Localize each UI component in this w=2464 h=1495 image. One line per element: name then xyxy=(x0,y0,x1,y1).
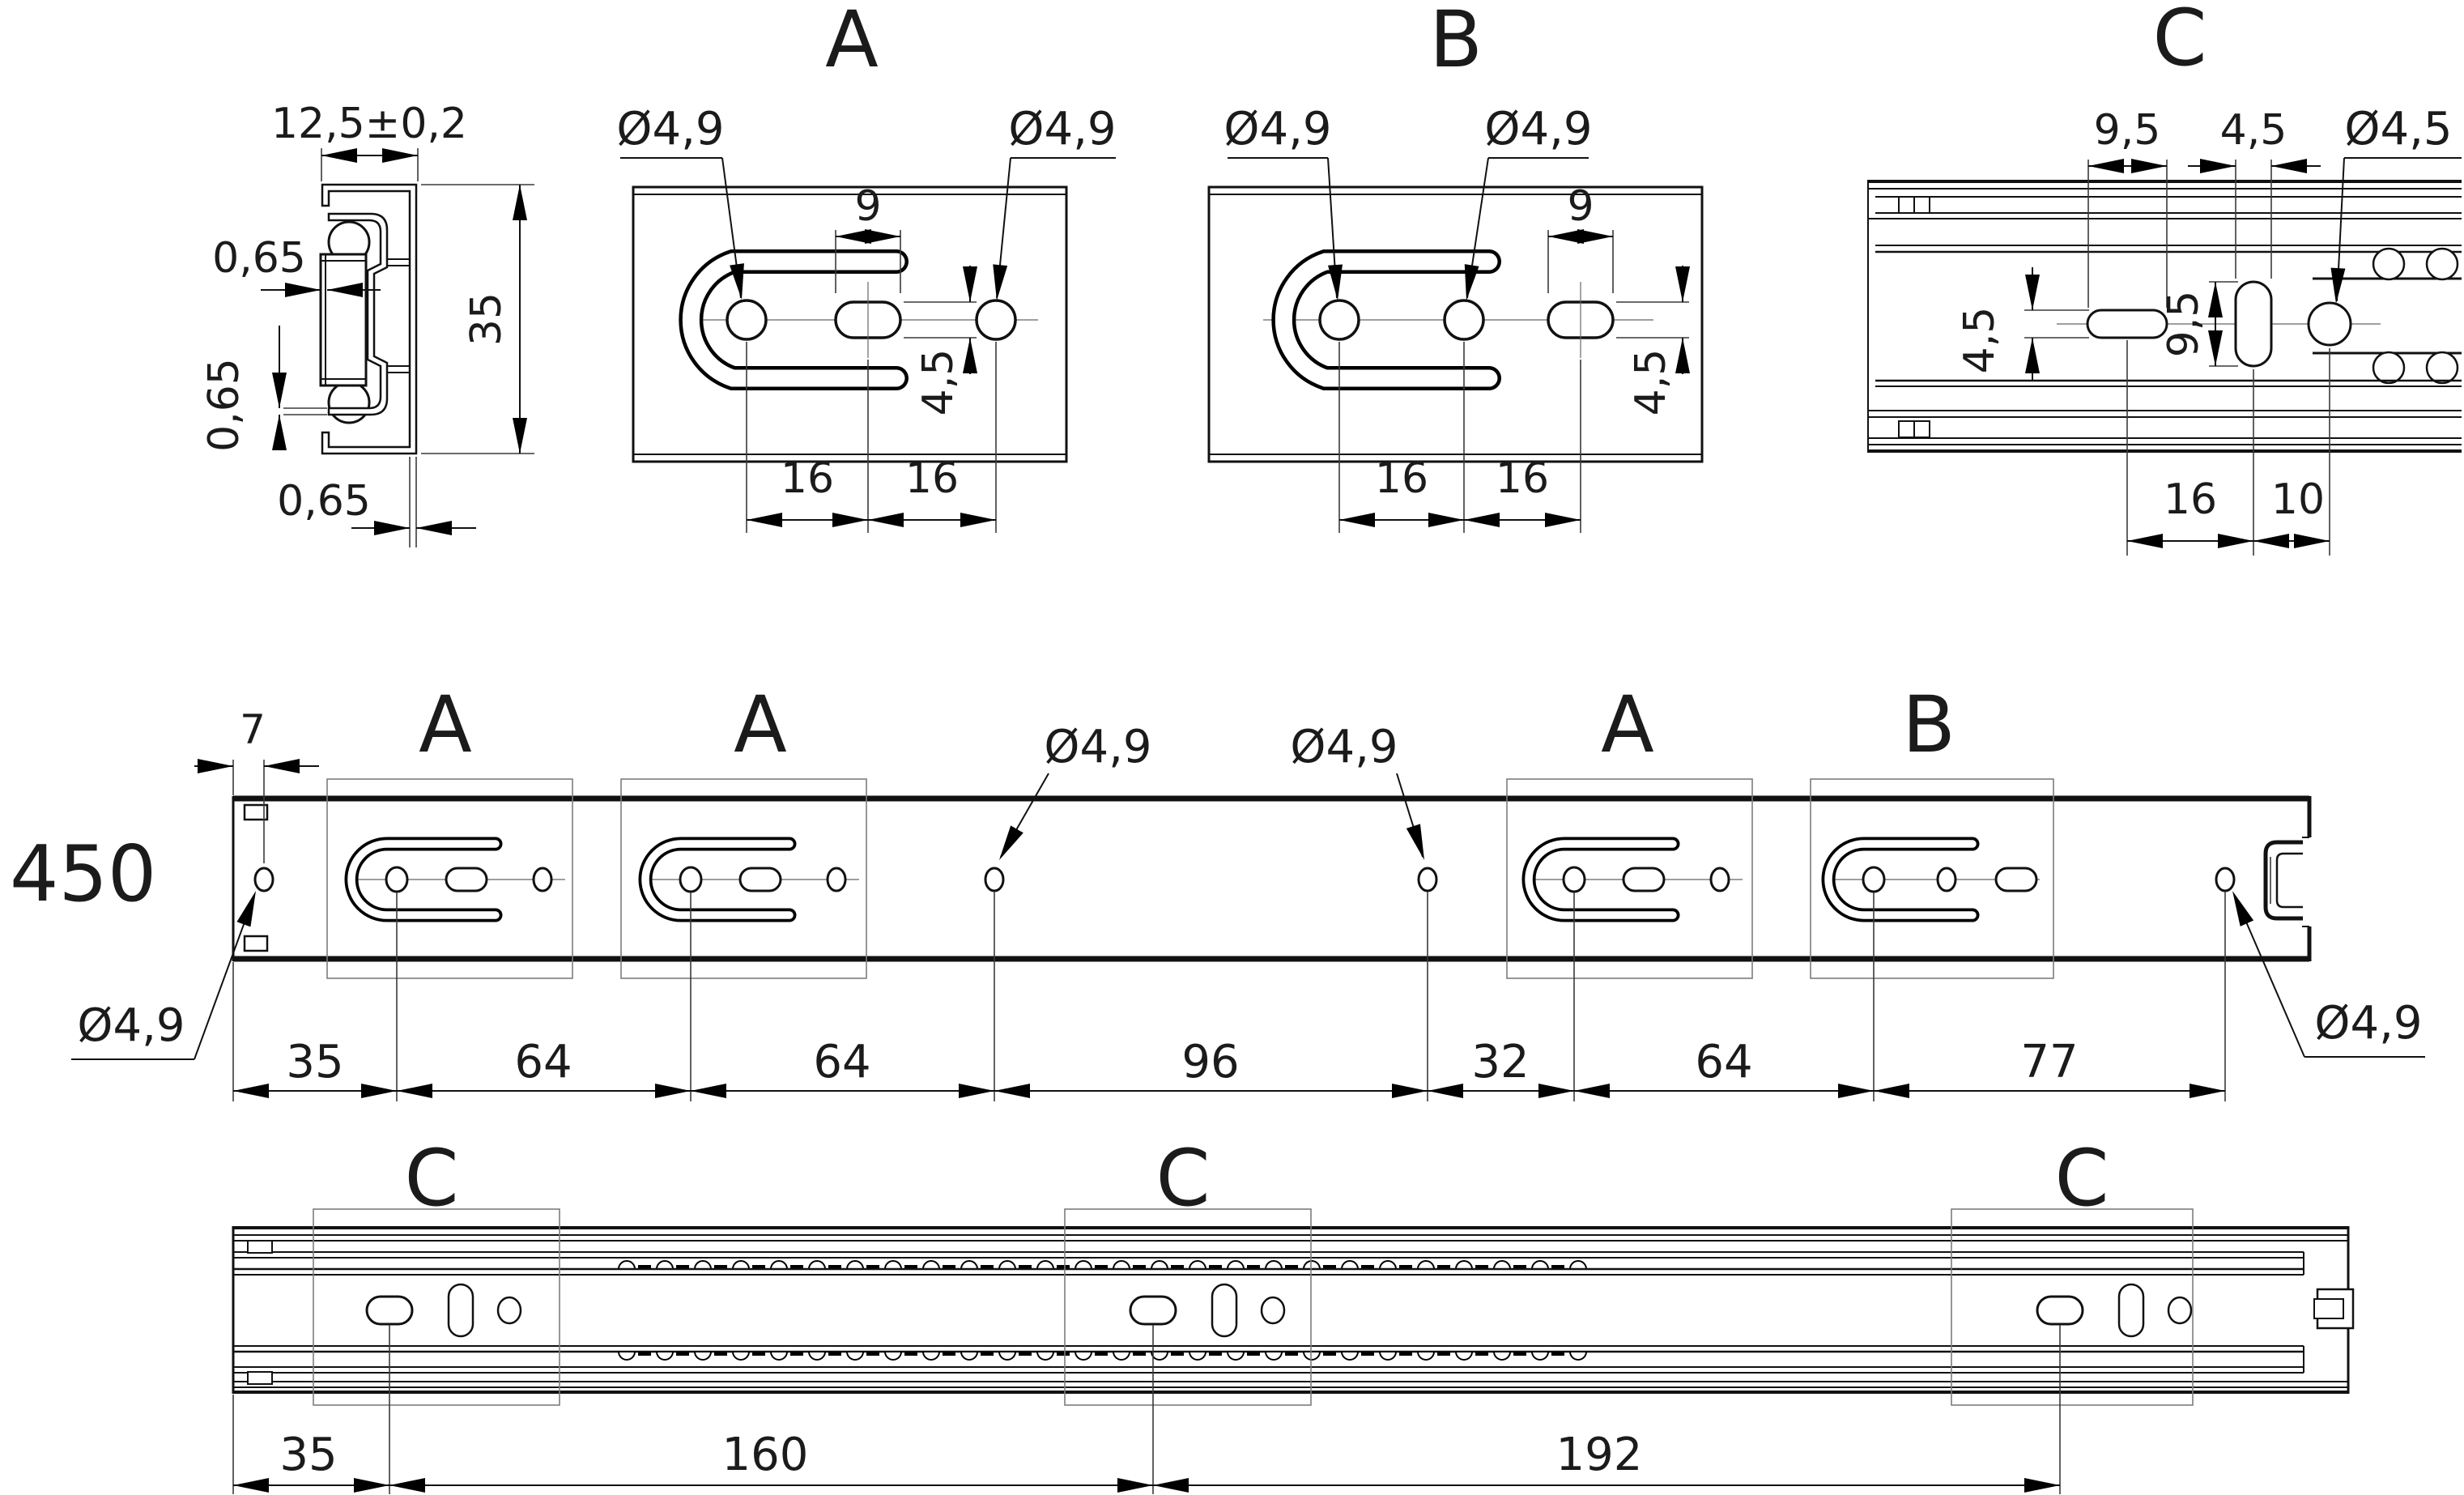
dim-width xyxy=(271,100,467,181)
pitch-label: 64 xyxy=(813,1036,871,1088)
mid-hole-1 xyxy=(985,868,1003,891)
right-hole xyxy=(2216,868,2234,891)
ball-retainer-top xyxy=(615,1258,1587,1269)
pattern-a-3 xyxy=(1527,844,1743,915)
dim-thickness-bottom xyxy=(277,457,476,547)
cross-section-view xyxy=(200,100,534,547)
hole-b-left xyxy=(1320,300,1359,339)
detail-c-title: C xyxy=(2152,0,2207,83)
detail-view-a xyxy=(616,0,1116,533)
rail-outline xyxy=(233,779,2309,978)
pattern-a-1 xyxy=(350,844,565,915)
slot2-height-label: 9,5 xyxy=(2160,290,2208,358)
dia-left-label: Ø4,9 xyxy=(616,103,725,155)
leader-mid-hole-2 xyxy=(1290,721,1431,862)
dim-height-label: 35 xyxy=(462,292,511,347)
hole-right-label: Ø4,9 xyxy=(2314,997,2423,1050)
zone-label-c2: C xyxy=(1155,1133,1211,1224)
ball xyxy=(2373,352,2404,383)
zone-label-a1: A xyxy=(419,679,472,770)
pitch-label: 35 xyxy=(286,1036,344,1088)
leader-mid-hole-1 xyxy=(993,721,1151,864)
pitch-label: 96 xyxy=(1181,1036,1240,1088)
hole-a-right xyxy=(977,300,1015,339)
zone-box-c1 xyxy=(313,1209,560,1405)
detail-view-b xyxy=(1209,0,1702,533)
slot-height-label: 4,5 xyxy=(1955,306,2004,374)
pitch-2-label: 16 xyxy=(904,454,960,503)
dia-right-label: Ø4,9 xyxy=(1008,103,1117,155)
hole-dia-label: Ø4,5 xyxy=(2344,103,2453,155)
dim-thickness-middle xyxy=(200,326,327,452)
slot-c-horizontal xyxy=(2087,310,2167,338)
inner-member xyxy=(321,254,366,385)
zone-label-b: B xyxy=(1902,679,1955,770)
slot-c-vertical xyxy=(2236,282,2271,366)
top-rail-view xyxy=(10,679,2425,1101)
pitch-label: 160 xyxy=(721,1429,809,1481)
end-offset-label: 7 xyxy=(240,706,266,753)
thickness-bottom-label: 0,65 xyxy=(277,477,371,526)
mid-hole-2 xyxy=(1419,868,1436,891)
hole-left-label: Ø4,9 xyxy=(77,999,185,1052)
pitch-1-label: 16 xyxy=(2163,475,2218,524)
pitch-label: 64 xyxy=(514,1036,572,1088)
rail-length-label: 450 xyxy=(10,830,157,919)
ball xyxy=(2427,249,2458,279)
pitch-label: 32 xyxy=(1471,1036,1530,1088)
detail-b-title: B xyxy=(1429,0,1483,85)
dia-left-label: Ø4,9 xyxy=(1223,103,1332,155)
slot-width-label: 9 xyxy=(1567,182,1594,231)
pitch-label: 77 xyxy=(2020,1036,2079,1088)
bottom-rail-view xyxy=(233,1133,2353,1494)
lance-tab xyxy=(248,1372,272,1384)
dim-chain-bottom-rail xyxy=(233,1325,2060,1494)
pitch-1-label: 16 xyxy=(780,454,835,503)
detail-view-c xyxy=(1868,0,2462,556)
dia-right-label: Ø4,9 xyxy=(1484,103,1593,155)
zone-label-c1: C xyxy=(404,1133,459,1224)
pitch-1-label: 16 xyxy=(1374,454,1429,503)
dim-pitch-c xyxy=(2127,340,2330,556)
rail-outline xyxy=(233,1209,2353,1405)
thickness-middle-label: 0,65 xyxy=(200,358,249,452)
dim-width-label: 12,5±0,2 xyxy=(270,100,468,148)
lance-tab xyxy=(248,1241,272,1253)
pattern-a-2 xyxy=(644,844,859,915)
ball xyxy=(2373,249,2404,279)
end-stop-notch xyxy=(2314,1299,2343,1318)
pitch-label: 192 xyxy=(1555,1429,1643,1481)
slot-height-label: 4,5 xyxy=(1627,348,1675,416)
detail-a-title: A xyxy=(825,0,879,85)
zone-label-a3: A xyxy=(1601,679,1654,770)
dim-95-top xyxy=(2088,106,2167,308)
zone-label-a2: A xyxy=(734,679,787,770)
pitch-label: 35 xyxy=(279,1429,338,1481)
cross-section-profile xyxy=(321,185,416,454)
mid-hole-2-label: Ø4,9 xyxy=(1290,721,1398,773)
pitch-label: 64 xyxy=(1695,1036,1753,1088)
slot-length-label: 9,5 xyxy=(2093,106,2161,155)
hole-a-left xyxy=(727,300,766,339)
dim-end-offset xyxy=(194,706,319,863)
ball-bottom xyxy=(329,382,369,423)
dim-height-35 xyxy=(421,185,534,454)
zone-label-c3: C xyxy=(2054,1133,2109,1224)
end-hole xyxy=(255,868,273,891)
lance-tab xyxy=(245,936,267,951)
detail-a-plate xyxy=(633,187,1066,462)
leader-hole-right xyxy=(2226,888,2425,1057)
thickness-top-label: 0,65 xyxy=(212,234,306,283)
hole-b-mid xyxy=(1445,300,1483,339)
hole-c xyxy=(2309,303,2351,345)
pitch-2-label: 10 xyxy=(2270,475,2326,524)
slot-width-label: 9 xyxy=(854,182,882,231)
pattern-b xyxy=(1827,844,2040,915)
pitch-2-label: 16 xyxy=(1495,454,1550,503)
dim-chain-top-rail xyxy=(233,892,2225,1101)
ball xyxy=(2427,352,2458,383)
slot-width-label: 4,5 xyxy=(2219,106,2287,155)
ball-retainer-bottom xyxy=(615,1352,1587,1363)
slot-height-label: 4,5 xyxy=(914,348,963,416)
mid-hole-1-label: Ø4,9 xyxy=(1044,721,1152,773)
detail-b-plate xyxy=(1209,187,1702,462)
